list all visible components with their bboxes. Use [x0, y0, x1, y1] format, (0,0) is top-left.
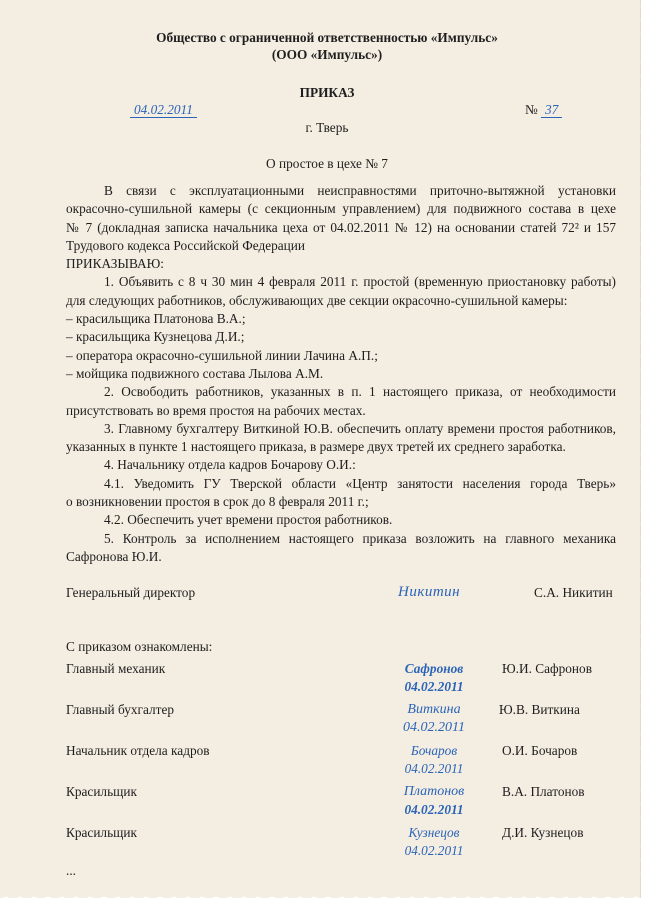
item4-1-line: о возникновении простоя в срок до 8 февраля 2011 г.;	[66, 494, 369, 510]
item1-line: 1. Объявить с 8 ч 30 мин 4 февраля 2011 г. простой (временную приостановку работы)	[104, 274, 616, 290]
organization-short-name: (ООО «Импульс»)	[271, 47, 383, 62]
city: г. Тверь	[305, 120, 349, 135]
order-date-value: 04.02.2011	[130, 102, 197, 118]
item1-line: для следующих работников, обслуживающих две секции окрасочно-сушильной камеры:	[66, 292, 568, 308]
worker-item: – мойщика подвижного состава Лылова А.М.	[66, 365, 324, 381]
director-signature: Никитин	[398, 584, 461, 600]
intro-line: В связи с эксплуатационными неисправностями приточно-вытяжной установки	[104, 183, 616, 198]
acquaint-name: Ю.В. Виткина	[499, 702, 580, 717]
order-number-value: 37	[541, 102, 562, 118]
acquaint-position: Красильщик	[66, 784, 137, 799]
acquaint-date: 04.02.2011	[403, 720, 465, 735]
acquaint-signature: Кузнецов	[408, 825, 460, 840]
worker-item: – красильщика Платонова В.А.;	[66, 311, 246, 327]
perforated-edge-bottom	[0, 892, 654, 910]
item4-2-line: 4.2. Обеспечить учет времени простоя работников.	[104, 512, 393, 528]
intro-line: окрасочно-сушильной камеры (с секционным управлением) для подвижного состава в цехе	[66, 201, 616, 217]
worker-item: – оператора окрасочно-сушильной линии Лачина А.П.;	[66, 347, 378, 363]
acquaint-position: Красильщик	[66, 825, 137, 840]
item4-line: 4. Начальнику отдела кадров Бочарову О.И.:	[104, 457, 356, 473]
acquaint-signature: Платонов	[403, 784, 465, 799]
organization-name: Общество с ограниченной ответственностью «Импульс»	[156, 30, 498, 45]
acquaint-position: Начальник отдела кадров	[66, 743, 210, 758]
acquaint-signature: Сафронов	[404, 661, 464, 676]
perforated-edge-right	[636, 0, 654, 910]
order-date	[130, 101, 197, 119]
order-number	[525, 101, 562, 119]
worker-item: – красильщика Кузнецова Д.И.;	[66, 329, 245, 345]
order-word: ПРИКАЗЫВАЮ:	[66, 256, 164, 272]
acquaint-date: 04.02.2011	[404, 843, 464, 858]
acquaint-position: Главный бухгалтер	[66, 702, 175, 717]
order-body	[66, 182, 616, 566]
director-name: С.А. Никитин	[534, 585, 613, 600]
acquaint-date: 04.02.2011	[404, 679, 464, 694]
acquaint-date: 04.02.2011	[404, 802, 464, 817]
document-type: ПРИКАЗ	[299, 85, 355, 100]
acquaint-name: В.А. Платонов	[502, 784, 585, 799]
item5-line: 5. Контроль за исполнением настоящего приказа возложить на главного механика	[104, 530, 616, 546]
acquaint-heading: С приказом ознакомлены:	[66, 639, 213, 654]
intro-line: № 7 (докладная записка начальника цеха от 04.02.2011 № 12) на основании статей 72² и 157	[66, 219, 616, 235]
acquaint-name: Ю.И. Сафронов	[502, 661, 592, 676]
acquaint-name: О.И. Бочаров	[502, 743, 578, 758]
item3-line: указанных в пункте 1 настоящего приказа, в размере двух третей их среднего заработка.	[66, 439, 566, 455]
ellipsis: ...	[66, 863, 76, 878]
intro-line: Трудового кодекса Российской Федерации	[66, 237, 306, 253]
acquaint-signature: Виткина	[407, 702, 461, 717]
acquaint-date: 04.02.2011	[404, 761, 464, 776]
item3-line: 3. Главному бухгалтеру Виткиной Ю.В. обеспечить оплату времени простоя работников,	[104, 420, 616, 436]
item2-line: присутствовать во время простоя на рабочих местах.	[66, 402, 366, 418]
order-number-label: №	[525, 102, 538, 117]
director-title: Генеральный директор	[66, 585, 196, 600]
acquaint-position: Главный механик	[66, 661, 166, 676]
item4-1-line: 4.1. Уведомить ГУ Тверской области «Центр занятости населения города Тверь»	[104, 475, 616, 491]
order-subject: О простое в цехе № 7	[266, 156, 388, 171]
item2-line: 2. Освободить работников, указанных в п. 1 настоящего приказа, от необходимости	[104, 384, 616, 400]
item5-line: Сафронова Ю.И.	[66, 548, 162, 564]
acquaint-name: Д.И. Кузнецов	[502, 825, 584, 840]
acquaint-signature: Бочаров	[410, 743, 458, 758]
